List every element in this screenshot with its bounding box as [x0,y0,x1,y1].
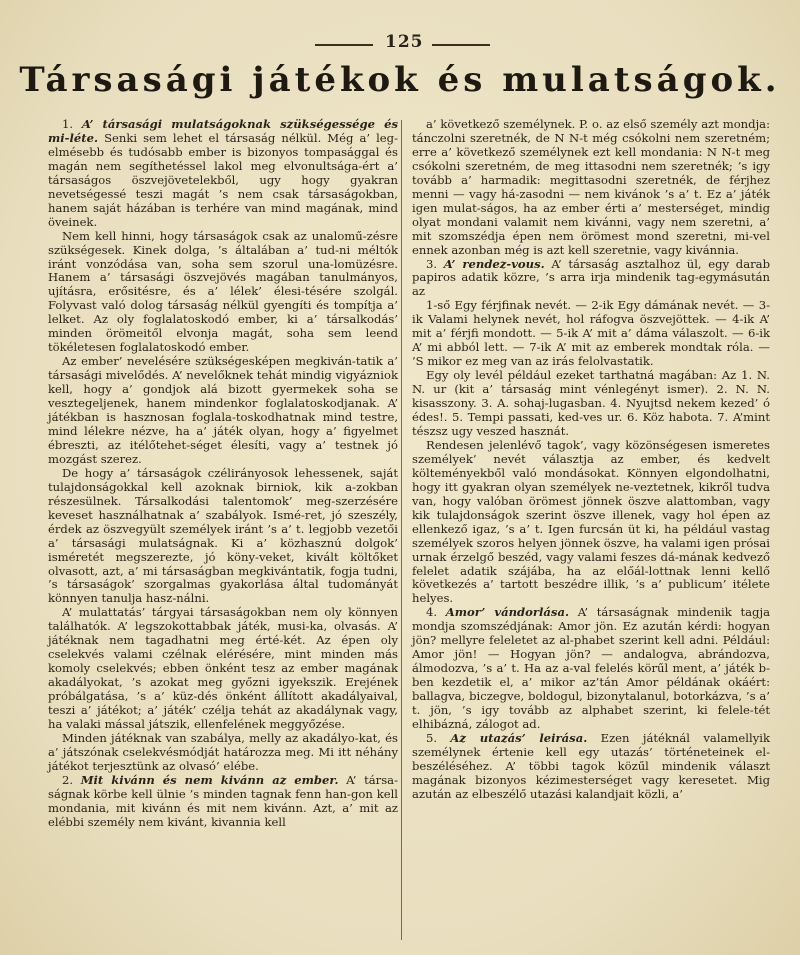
paragraph-text: A’ társa-ságnak körbe kell ülnie ’s minden tagnak fenn han-gon kell mondania, mit kivánn és mit nem kivánn. Azt, a’ mit az elébbi személy nem kivánt, kivannia kell [48,772,398,829]
left-column [48,118,398,830]
paragraph-text: De hogy a’ társaságok czélirányosok lehessenek, saját tulajdonságokkal kell azoknak birniok, kik a-zokban részesülnek. Társalkodási talentomok’ meg-szerzésére keveset használhatnak a’ szabályok. Ismé-ret, jó szeszély, érdek az öszvegyült személyek iránt ’s a’ t. legjobb vezetői a’ társasági mulatságnak. Ki a’ közhasznú dolgok’ isméretét megszerezte, jó köny-veket, kivált költőket olvasott, azt, a’ mi társaságban megkivántatik, fogja tudni, ’s társaságok’ szorgalmas gyakorlása által tudományát könnyen tanulja hasz-nálni. [48,465,398,606]
paragraph-text: Egy oly levél például ezeket tarthatná magában: Az 1. N. N. ur (kit a’ társaság mint vénlegényt ismer). 2. N. N. kisasszony. 3. A. sohaj-lugasban. 4. Nyujtsd nekem kezed’ ó édes!. 5. Tempi passati, ked-ves ur. 6. Köz habota. 7. A’mint tészsz ugy veszed hasznát. [412,368,770,438]
paragraph-text: Ezen játéknál valamellyik személynek értenie kell egy utazás’ történeteinek el-beszéléséhez. A’ többi tagok közűl mindenik választ magának bizonyos kézimesterséget vagy keresetet. Mig azután az elbeszélő utazási kalandjait közli, a’ [412,730,770,801]
paragraph [412,369,770,439]
paragraph [412,732,770,802]
paragraph-text: Az ember’ nevelésére szükségesképen megkiván-tatik a’ társasági mivelődés. A’ nevelőknek tehát mindig vigyázniok kell, hogy a’ gondjok alá bizott gyermekek soha se vesztegeljenek, hanem mindenkor foglalatoskodjanak. A’ játékban is hasznosan foglala-toskodhatnak mind testre, mind lélekre nézve, ha a’ játék olyan, hogy a’ figyelmet ébreszti, az itélőtehet-séget élesíti, vagy a’ testnek jó mozgást szerez. [48,354,398,466]
paragraph [412,606,770,732]
column-divider [401,120,402,940]
paragraph-text: A’ mulattatás’ tárgyai társaságokban nem oly könnyen találhatók. A’ legszokottabbak játék, musi-ka, olvasás. A’ játéknak nem tagadhatni meg érté-két. Az épen oly cselekvés valami czélnak elérésére, mint minden más komoly cselekvés; ebben önként tesz az ember magának akadályokat, ’s azokat meg győzni igyekszik. Erejének próbálgatása, ’s a’ küz-dés önként állított akadályaival, teszi a’ játékot; a’ játék’ czélja tehát az akadálynak vagy, ha valaki mással játszik, ellenfelének meggyőzése. [48,605,398,731]
paragraph-number: 3. [426,256,444,271]
paragraph-number: 1. [62,117,82,131]
page-title: Társasági játékok és mulatságok. [19,60,781,100]
paragraph-number: 4. [426,605,446,620]
paragraph [412,258,770,300]
paragraph [48,606,398,732]
paragraph-text: a’ következő személynek. P. o. az első személy azt mondja: tánczolni szeretnék, de N N-t még csókolni nem szeretném; erre a’ következő személynek ezt kell mondania: N N-t meg csókolni szeretném, de meg ittasodni nem szeretnék; ’s igy tovább a’ harmadik: megittasodni szeretnék, de férjhez menni — vagy há-zasodni — nem kivánok ’s a’ t. Ez a’ játék igen mulat-ságos, ha az ember érti a’ mesterséget, mindig olyat mondani valamit nem kivánni, vagy nem szeretni, a’ mit szomszédja épen nem örömest mond szeretni, mi-vel ennek azonban még is azt kell szeretnie, vagy kivánnia. [412,117,770,257]
paragraph-text: 1-ső Egy férjfinak nevét. — 2-ik Egy dámának nevét. — 3-ik Valami helynek nevét, hol ráfogva öszvejöttek. — 4-ik A’ mit a’ férjfi mondott. — 5-ik A’ mit a’ dáma válaszolt. — 6-ik A’ mi abból lett. — 7-ik A’ mit az emberek mondtak róla. — ’S mikor ez meg van az irás felolvastatik. [412,298,770,369]
paragraph [412,299,770,369]
paragraph-text: Rendesen jelenlévő tagok’, vagy közönségesen ismeretes személyek’ nevét választja az ember, és kedvelt költeményekből való mondásokat. Könnyen elgondolhatni, hogy itt gyakran olyan személyek ne-veztetnek, kikről tudva van, hogy valóban örömest jönnek öszve alattomban, vagy kik tulajdonságok szerint öszve illenek, vagy hol épen az ellenkező igaz, ’s a’ t. Igen furcsán üt ki, ha például vastag személyek szoros helyen jönnek öszve, ha valami igen prósai urnak érzelgő beszéd, vagy valami feszes dá-mának kedvező felelet adatik szájába, ha az előál-lottnak lenni kellő következés a’ tartott beszédre illik, ’s a’ publicum’ itélete helyes. [412,437,770,606]
page-number: 125 [385,32,424,52]
header-rule-left [315,44,373,46]
paragraph-text: A’ társaság asztalhoz ül, egy darab papiros adatik közre, ’s arra irja mindenik tag-egymásután az [412,256,770,299]
header-rule-right [432,44,490,46]
paragraph-text: Nem kell hinni, hogy társaságok csak az unalomű-zésre szükségesek. Kinek dolga, ’s általában a’ tud-ni méltók iránt vonzódása van, soha sem szorul una-lomüzésre. Hanem a’ társasági öszvejövés magában tanulmányos, ujításra, erősitésre, és a’ lélek’ élesi-tésére szolgál. Folyvast való dolog társaság nélkül gyengíti és tompítja a’ lelket. Az oly foglalatoskodó ember, ki a’ társalkodás’ minden örömeitől elvonja magát, soha sem leend tökéletesen foglalatoskodó ember. [48,228,398,355]
paragraph [48,118,398,230]
paragraph-number: 5. [426,730,451,745]
paragraph [48,774,398,830]
paragraph-number: 2. [62,772,81,787]
paragraph-text: A’ társaságnak mindenik tagja mondja szomszédjának: Amor jön. Ez azután kérdi: hogyan jön? mellyre feleletet az al-phabet szerint kell adni. Például: Amor jön! — Hogyan jön? — andalogva, abrándozva, álmodozva, ’s a’ t. Ha az a-val felelés körűl ment, a’ játék b-ben kezdetik el, a’ mikor az’tán Amor példának okáért: ballagva, biczegve, boldogul, bizonytalanul, botorkázva, ’s a’ t. jön, ’s igy tovább az alphabet szerint, ki felele-tét elhibázná, zálogot ad. [412,605,770,731]
section-heading: Az utazás’ leirása. [450,730,588,745]
section-heading: Mit kivánn és nem kivánn az ember. [80,772,339,787]
paragraph [48,355,398,467]
page-header [0,32,800,56]
paragraph-text: Minden játéknak van szabálya, melly az akadályo-kat, és a’ játszónak cselekvésmódját határozza meg. Mi itt néhány játékot terjesztünk az olvasó’ elébe. [48,730,398,773]
paragraph [412,118,770,258]
paragraph [48,230,398,356]
paragraph-text: Senki sem lehet el társaság nélkül. Még a’ leg-elmésebb és tudósabb ember is bizonyos tompasággal és magán nem segíthetéssel lakol meg elvonultsága-ért a’ társaságos öszvejövetelekből, ugy hogy gyakran nevetségessé teszi magát ’s nem csak társaságokban, hanem saját házában is terhére van mind magának, mind öveinek. [48,130,398,229]
right-column [412,118,770,802]
section-heading: A’ társasági mulatságoknak szükségessége és mi-léte. [48,117,399,145]
section-heading: A’ rendez-vous. [443,256,545,271]
section-heading: Amor’ vándorlása. [445,605,570,620]
paragraph [412,439,770,606]
paragraph [48,732,398,774]
paragraph [48,467,398,607]
